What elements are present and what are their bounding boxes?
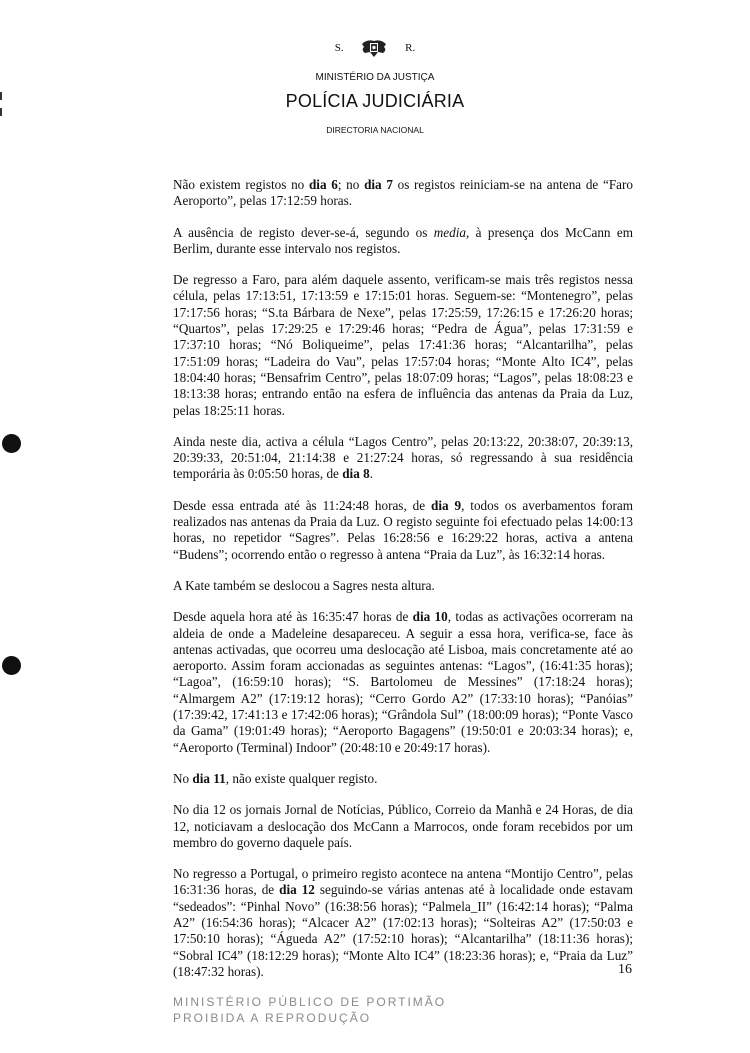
text-run: os registos reiniciam-se na antena de “Faro Aeroporto”, pelas 17:12:59 horas. [173,177,633,209]
text-run: , todos os averbamentos foram realizados nas antenas da Praia da Luz. O registo seguinte foi efectuado pelas 14:00:13 horas, no repetidor “Sagres”. Pelas 16:28:56 e 16:29:22 horas, activa a antena “Budens”; ocorrendo então o regresso à antena “Praia da Luz”, às 16:32:14 horas. [173,497,634,562]
letterhead-crest-row [0,38,750,58]
text-run: No regresso a Portugal, o primeiro registo acontece na antena “Montijo Centro”, pelas 16:31:36 horas, de [173,866,633,898]
text-run: A Kate também se deslocou a Sagres nesta altura. [173,577,435,593]
paragraph [173,272,633,419]
bold-text: dia 9 [431,497,462,513]
text-run: . [369,466,373,482]
paragraph [173,434,633,483]
text-run: , todas as activações ocorreram na aldeia de onde a Madeleine desapareceu. A seguir a essa hora, verifica-se, face às antenas activadas, que ocorreu uma deslocação até Lisboa, mais concretamente até ao aeroporto. Assim foram accionadas as seguintes antenas: “Lagos”, (16:41:35 horas); “Lagoa”, (16:59:10 horas); “S. Bartolomeu de Messines” (17:18:24 horas); “Almargem A2” (17:19:12 horas); “Cerro Gordo A2” (17:33:10 horas); “Panóias” (17:39:42, 17:41:13 e 17:42:06 horas); “Grândola Sul” (18:00:09 horas); “Ponte Vasco da Gama” (19:01:49 horas); “Aeroporto Bagagens” (19:50:01 e 20:03:34 horas); e, “Aeroporto (Terminal) Indoor” (20:48:10 e 20:49:17 horas). [173,609,633,755]
department-name: DIRECTORIA NACIONAL [326,125,424,135]
text-run: seguindo-se várias antenas até à localidade onde estavam “sedeados”: “Pinhal Novo” (16:38:56 horas); “Palmela_II” (16:42:14 horas); “Palma A2” (16:54:36 horas); “Alcacer A2” (17:02:13 horas); “Solteiras A2” (17:50:03 e 17:50:10 horas); “Águeda A2” (17:52:10 horas); “Alcantarilha” (18:11:36 horas); “Sobral IC4” (18:12:29 horas); “Monte Alto IC4” (18:23:36 horas); e, “Praia da Luz” (18:47:32 horas). [173,882,634,979]
paragraph [173,802,633,851]
bold-text: dia 8 [342,466,370,482]
italic-text: media [433,224,467,240]
bold-text: dia 7 [364,177,393,192]
document-body [173,177,633,995]
punch-hole [2,434,21,453]
paragraph [173,225,633,258]
text-run: A ausência de registo dever-se-á, segundo os [173,224,434,240]
paragraph [173,771,633,787]
text-run: Ainda neste dia, activa a célula “Lagos Centro”, pelas 20:13:22, 20:38:07, 20:39:13, 20:39:33, 20:51:04, 21:14:38 e 21:27:24 horas, só regressando à sua residência temporária às 0:05:50 horas, de [173,433,633,482]
punch-hole [2,656,21,675]
agency-name: POLÍCIA JUDICIÁRIA [285,91,465,111]
bold-text: dia 10 [412,609,448,625]
letterhead-s: S. [334,42,344,54]
page-number: 16 [618,962,632,977]
paragraph [173,177,633,210]
bold-text: dia 11 [192,770,226,786]
paragraph [173,498,633,563]
ministry-name: MINISTÉRIO DA JUSTIÇA [315,72,435,83]
text-run: , não existe qualquer registo. [225,770,378,786]
text-run: ; no [337,177,365,192]
text-run: No [173,770,193,786]
text-run: De regresso a Faro, para além daquele assento, verificam-se mais três registos nessa célula, pelas 17:13:51, 17:13:59 e 17:15:01 horas. Seguem-se: “Montenegro”, pelas 17:17:56 horas; “S.ta Bárbara de Nexe”, pelas 17:25:59, 17:26:15 e 17:26:20 horas; “Quartos”, pelas 17:29:25 e 17:29:46 horas; “Pedra de Água”, pelas 17:31:59 e 17:37:10 horas; “Nó Boliqueime”, pelas 17:41:36 horas; “Alcantarilha”, pelas 17:51:09 horas; “Ladeira do Vau”, pelas 17:57:04 horas; “Monte Alto IC4”, pelas 18:04:40 horas; “Bensafrim Centro”, pelas 18:07:09 horas; “Lagos”, pelas 18:08:23 e 18:13:38 horas; entrando então na esfera de influência das antenas da Praia da Luz, pelas 18:25:11 horas. [173,272,633,418]
text-run: No dia 12 os jornais Jornal de Notícias, Público, Correio da Manhã e 24 Horas, de dia 12, noticiavam a deslocação dos McCann a Marrocos, onde foram recebidos por um membro do governo daquele país. [173,802,633,850]
bold-text: dia 12 [279,882,315,898]
paragraph [173,609,633,756]
watermark [173,994,446,1026]
coat-of-arms-icon [360,38,388,58]
text-run: Não existem registos no [173,177,309,192]
paragraph [173,578,633,594]
letterhead-r: R. [405,42,416,54]
text-run: Desde essa entrada até às 11:24:48 horas, de [173,497,431,513]
watermark-line: MINISTÉRIO PÚBLICO DE PORTIMÃO [173,995,447,1009]
text-run: , à presença dos McCann em Berlim, durante esse intervalo nos registos. [173,224,634,256]
paragraph [173,866,633,980]
watermark-line: PROIBIDA A REPRODUÇÃO [173,1011,372,1025]
text-run: Desde aquela hora até às 16:35:47 horas de [173,609,413,625]
bold-text: dia 6 [308,177,338,192]
